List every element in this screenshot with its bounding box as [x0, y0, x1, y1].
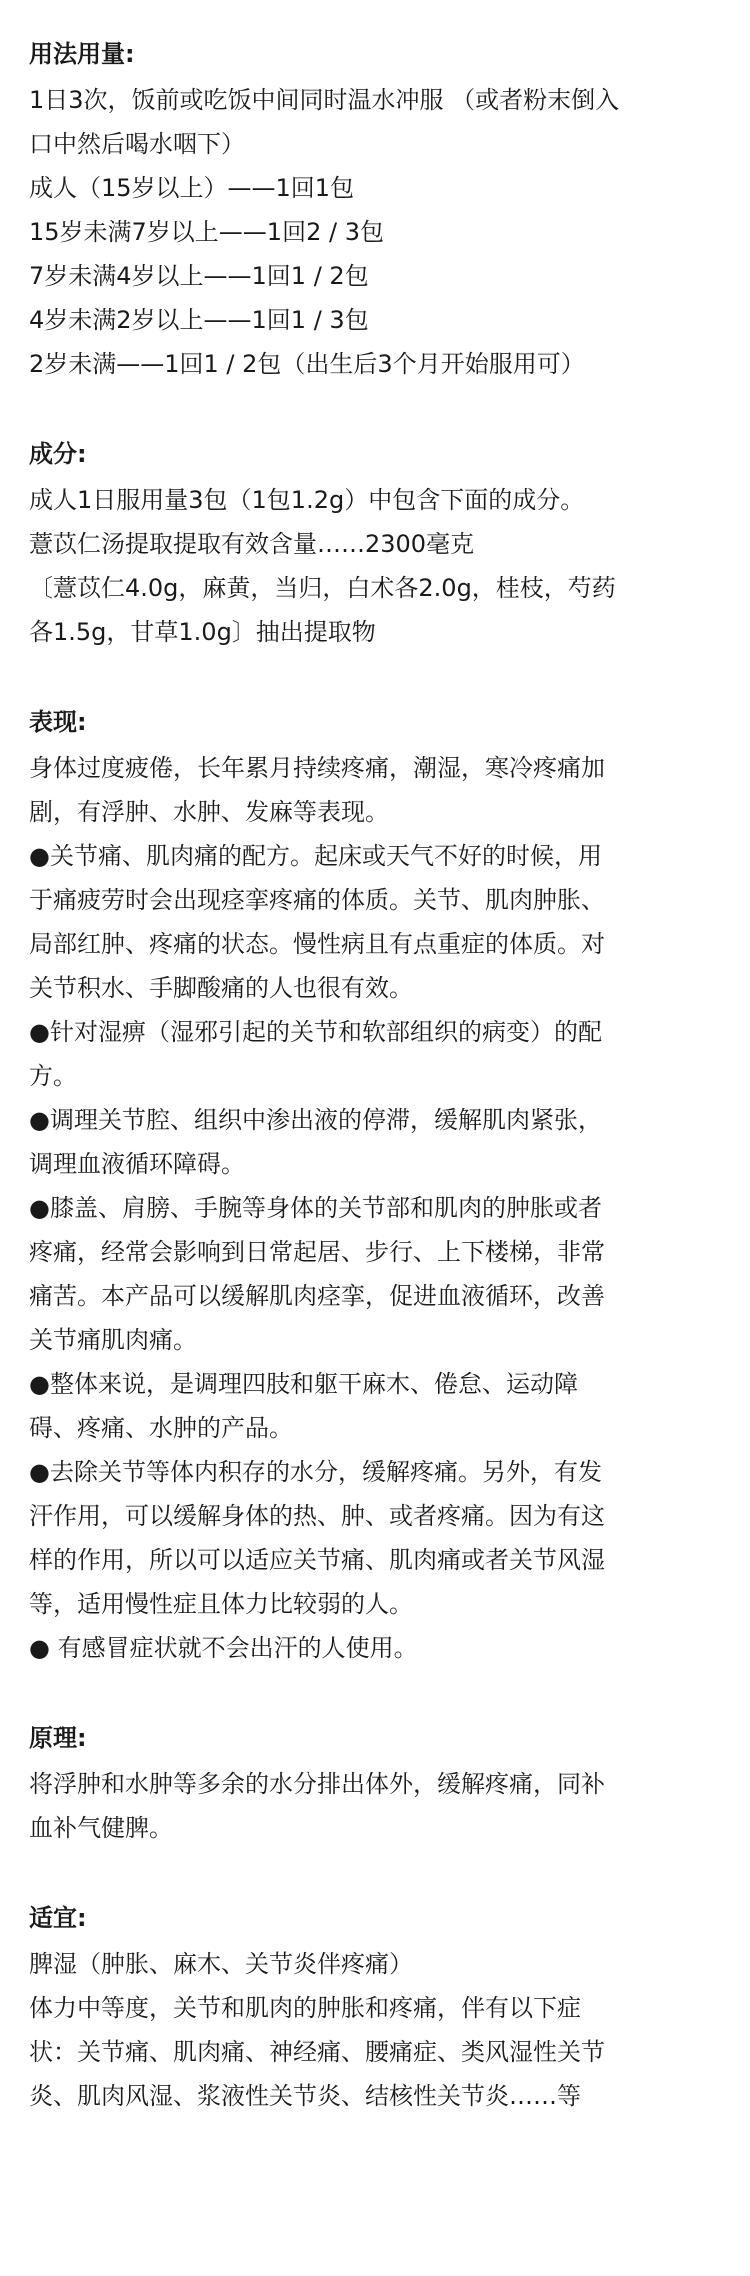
section-indications: [29, 1894, 719, 2118]
section-ingredients: [29, 430, 719, 654]
text-line: 炎、肌肉风湿、浆液性关节炎、结核性关节炎……等: [29, 2082, 581, 2110]
text-line: 4岁未满2岁以上——1回1 / 3包: [29, 306, 369, 334]
text-line: 薏苡仁汤提取提取有效含量……2300毫克: [29, 530, 475, 558]
section-title: 原理:: [29, 1724, 87, 1752]
text-line: 脾湿（肿胀、麻木、关节炎伴疼痛）: [29, 1950, 413, 1978]
text-line: 疼痛，经常会影响到日常起居、步行、上下楼梯，非常: [29, 1238, 605, 1266]
text-line: 关节痛肌肉痛。: [29, 1326, 197, 1354]
text-line: ●膝盖、肩膀、手腕等身体的关节部和肌肉的肿胀或者: [29, 1194, 602, 1222]
text-line: 样的作用，所以可以适应关节痛、肌肉痛或者关节风湿: [29, 1546, 605, 1574]
text-line: 关节积水、手脚酸痛的人也很有效。: [29, 974, 413, 1002]
text-line: 成人（15岁以上）——1回1包: [29, 174, 355, 202]
text-line: ● 有感冒症状就不会出汗的人使用。: [29, 1634, 418, 1662]
text-line: ●调理关节腔、组织中渗出液的停滞，缓解肌肉紧张，: [29, 1106, 602, 1134]
text-line: 汗作用，可以缓解身体的热、肿、或者疼痛。因为有这: [29, 1502, 605, 1530]
text-line: 碍、疼痛、水肿的产品。: [29, 1414, 293, 1442]
section-usage: [29, 30, 719, 386]
text-line: 1日3次，饭前或吃饭中间同时温水冲服 （或者粉末倒入: [29, 86, 620, 114]
text-line: 体力中等度，关节和肌肉的肿胀和疼痛，伴有以下症: [29, 1994, 581, 2022]
section-title: 适宜:: [29, 1904, 87, 1932]
text-line: 等，适用慢性症且体力比较弱的人。: [29, 1590, 413, 1618]
text-line: ●整体来说，是调理四肢和躯干麻木、倦怠、运动障: [29, 1370, 578, 1398]
text-line: 各1.5g，甘草1.0g〕抽出提取物: [29, 618, 376, 646]
text-line: 2岁未满——1回1 / 2包（出生后3个月开始服用可）: [29, 350, 585, 378]
text-line: ●针对湿痹（湿邪引起的关节和软部组织的病变）的配: [29, 1018, 602, 1046]
section-title: 成分:: [29, 440, 87, 468]
text-line: 15岁未满7岁以上——1回2 / 3包: [29, 218, 384, 246]
text-line: 〔薏苡仁4.0g，麻黄，当归，白术各2.0g，桂枝，芍药: [29, 574, 616, 602]
section-symptoms: [29, 698, 719, 1670]
section-title: 表现:: [29, 708, 87, 736]
text-line: 方。: [29, 1062, 77, 1090]
text-line: 成人1日服用量3包（1包1.2g）中包含下面的成分。: [29, 486, 585, 514]
text-line: 口中然后喝水咽下）: [29, 130, 245, 158]
text-line: 7岁未满4岁以上——1回1 / 2包: [29, 262, 369, 290]
text-line: 将浮肿和水肿等多余的水分排出体外，缓解疼痛，同补: [29, 1770, 605, 1798]
section-principle: [29, 1714, 719, 1850]
text-line: 痛苦。本产品可以缓解肌肉痉挛，促进血液循环，改善: [29, 1282, 605, 1310]
text-line: ●去除关节等体内积存的水分，缓解疼痛。另外，有发: [29, 1458, 602, 1486]
text-line: ●关节痛、肌肉痛的配方。起床或天气不好的时候，用: [29, 842, 602, 870]
text-line: 于痛疲劳时会出现痉挛疼痛的体质。关节、肌肉肿胀、: [29, 886, 605, 914]
document-body: [29, 30, 719, 2118]
text-line: 身体过度疲倦，长年累月持续疼痛，潮湿，寒冷疼痛加: [29, 754, 605, 782]
text-line: 血补气健脾。: [29, 1814, 173, 1842]
section-title: 用法用量:: [29, 40, 135, 68]
text-line: 局部红肿、疼痛的状态。慢性病且有点重症的体质。对: [29, 930, 605, 958]
text-line: 调理血液循环障碍。: [29, 1150, 245, 1178]
text-line: 状：关节痛、肌肉痛、神经痛、腰痛症、类风湿性关节: [29, 2038, 605, 2066]
text-line: 剧，有浮肿、水肿、发麻等表现。: [29, 798, 389, 826]
